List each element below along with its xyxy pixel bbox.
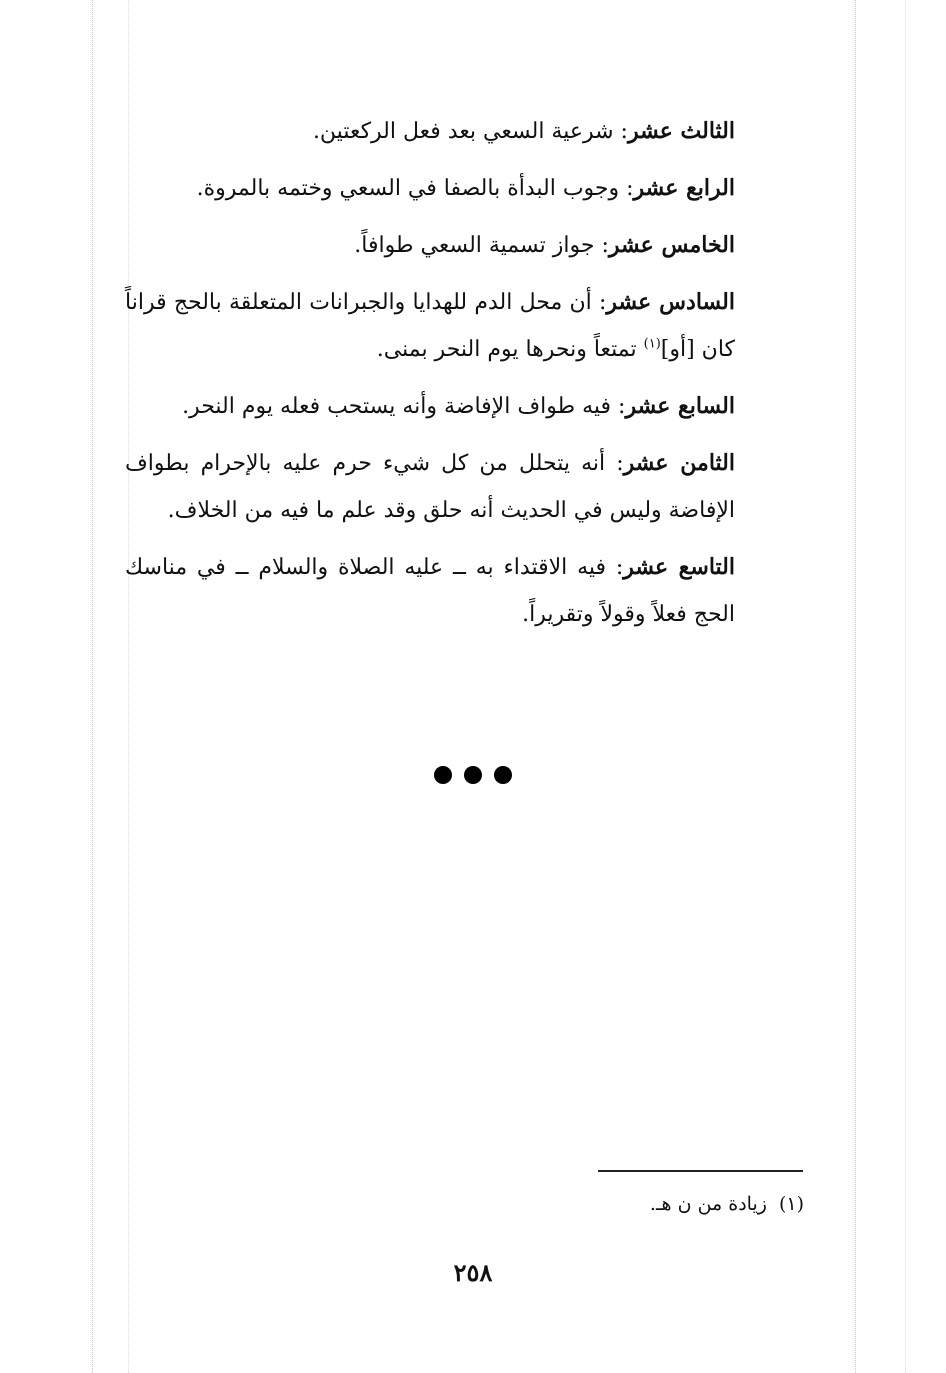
paragraph-label: الخامس عشر	[608, 232, 735, 258]
scan-guide-line	[905, 0, 906, 1373]
paragraph-text: : جواز تسمية السعي طوافاً.	[354, 233, 609, 258]
paragraph-label: الرابع عشر	[633, 175, 735, 201]
separator-dot	[464, 766, 482, 784]
paragraph-text: : شرعية السعي بعد فعل الركعتين.	[312, 119, 628, 144]
scan-guide-line	[855, 0, 856, 1373]
paragraph-15	[125, 222, 735, 269]
footnote-text: زيادة من ن هـ.	[649, 1193, 767, 1215]
paragraph-14	[125, 165, 735, 212]
scan-guide-line	[92, 0, 93, 1373]
paragraph-text-continued: تمتعاً ونحرها يوم النحر بمنى.	[376, 337, 644, 362]
paragraph-text: : أن محل الدم للهدايا والجبرانات المتعلقة بالحج قراناً كان [أو]	[125, 290, 735, 362]
paragraph-label: السابع عشر	[625, 393, 735, 419]
footnote	[504, 1190, 804, 1218]
paragraph-text: : فيه الاقتداء به ــ عليه الصلاة والسلام ــ في مناسك الحج فعلاً وقولاً وتقريراً.	[125, 555, 735, 627]
page-number: ٢٥٨	[453, 1258, 493, 1287]
separator-dot	[434, 766, 452, 784]
paragraph-label: الثامن عشر	[623, 450, 735, 476]
paragraph-text: : أنه يتحلل من كل شيء حرم عليه بالإحرام بطواف الإفاضة وليس في الحديث أنه حلق وقد علم ما فيه من الخلاف.	[125, 451, 735, 523]
footnote-divider	[598, 1170, 803, 1172]
main-text	[125, 108, 735, 648]
paragraph-label: الثالث عشر	[627, 118, 735, 144]
paragraph-18	[125, 440, 735, 534]
separator-dot	[494, 766, 512, 784]
paragraph-17	[125, 383, 735, 430]
paragraph-13	[125, 108, 735, 155]
paragraph-text: : وجوب البدأة بالصفا في السعي وختمه بالمروة.	[196, 176, 634, 201]
paragraph-16	[125, 279, 735, 373]
paragraph-19	[125, 544, 735, 638]
paragraph-text: : فيه طواف الإفاضة وأنه يستحب فعله يوم النحر.	[182, 394, 626, 419]
section-separator	[0, 765, 946, 790]
footnote-number: (١)	[778, 1193, 804, 1215]
paragraph-label: السادس عشر	[606, 289, 735, 315]
footnote-reference[interactable]: (١)	[643, 336, 661, 352]
paragraph-label: التاسع عشر	[623, 554, 735, 580]
